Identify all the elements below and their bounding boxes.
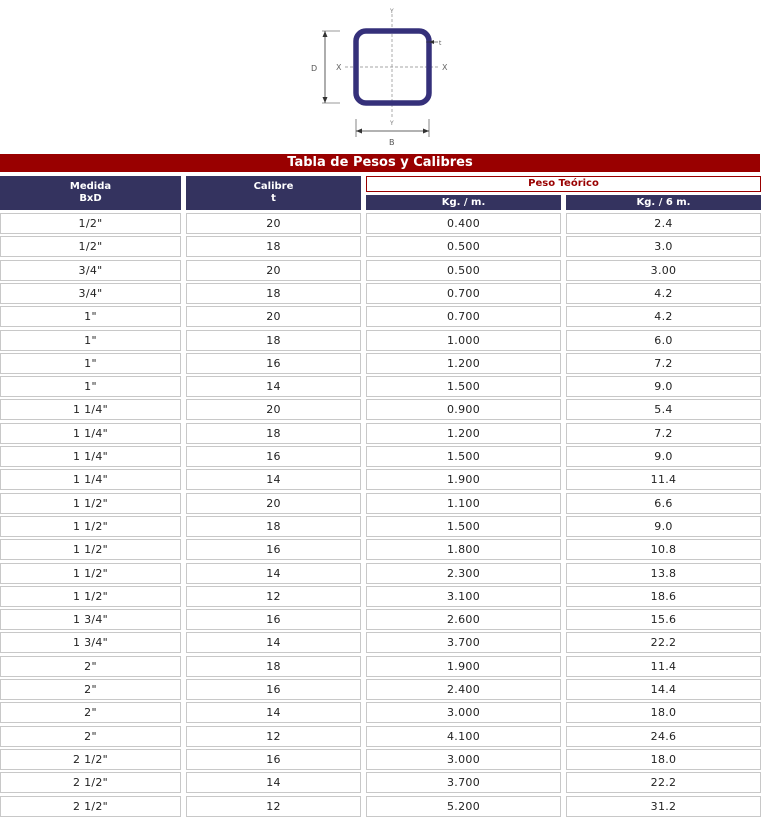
cell-kg-m: 0.500 <box>366 260 561 281</box>
cell-kg-6m: 5.4 <box>566 399 761 420</box>
cell-medida: 1 1/4" <box>0 446 181 467</box>
cell-medida: 1" <box>0 353 181 374</box>
cell-medida: 2" <box>0 679 181 700</box>
cell-medida: 1 3/4" <box>0 609 181 630</box>
cell-calibre: 18 <box>186 283 361 304</box>
cell-medida: 1" <box>0 376 181 397</box>
cell-calibre: 18 <box>186 656 361 677</box>
cell-kg-6m: 22.2 <box>566 632 761 653</box>
cell-calibre: 18 <box>186 330 361 351</box>
cell-medida: 1 1/2" <box>0 586 181 607</box>
cell-medida: 1 1/2" <box>0 516 181 537</box>
header-medida <box>0 176 181 210</box>
cell-calibre: 14 <box>186 772 361 793</box>
cell-kg-6m: 18.0 <box>566 702 761 723</box>
cell-calibre: 18 <box>186 236 361 257</box>
cell-kg-m: 3.000 <box>366 702 561 723</box>
cell-kg-6m: 3.00 <box>566 260 761 281</box>
cell-kg-m: 1.900 <box>366 656 561 677</box>
cell-kg-6m: 11.4 <box>566 656 761 677</box>
cell-calibre: 14 <box>186 702 361 723</box>
cell-kg-m: 0.700 <box>366 283 561 304</box>
cell-medida: 1" <box>0 306 181 327</box>
cell-kg-m: 0.700 <box>366 306 561 327</box>
cell-calibre: 20 <box>186 306 361 327</box>
cell-kg-m: 3.700 <box>366 632 561 653</box>
label-d: D <box>311 64 318 73</box>
cell-medida: 1 1/4" <box>0 399 181 420</box>
cell-kg-6m: 6.0 <box>566 330 761 351</box>
cell-kg-m: 1.500 <box>366 516 561 537</box>
cell-kg-6m: 4.2 <box>566 306 761 327</box>
cell-calibre: 14 <box>186 469 361 490</box>
cell-calibre: 14 <box>186 563 361 584</box>
cell-kg-6m: 9.0 <box>566 446 761 467</box>
header-medida-line2: BxD <box>79 193 102 204</box>
label-y-bottom: Y <box>390 120 394 127</box>
label-y-top: Y <box>390 8 394 15</box>
cell-medida: 1 1/2" <box>0 493 181 514</box>
cell-kg-6m: 10.8 <box>566 539 761 560</box>
cell-medida: 3/4" <box>0 260 181 281</box>
cell-kg-m: 1.800 <box>366 539 561 560</box>
cell-kg-m: 2.300 <box>366 563 561 584</box>
cell-kg-m: 4.100 <box>366 726 561 747</box>
cell-kg-6m: 6.6 <box>566 493 761 514</box>
cell-calibre: 20 <box>186 260 361 281</box>
cell-kg-m: 3.100 <box>366 586 561 607</box>
cell-calibre: 12 <box>186 796 361 817</box>
cell-calibre: 20 <box>186 399 361 420</box>
cell-calibre: 20 <box>186 493 361 514</box>
cell-medida: 3/4" <box>0 283 181 304</box>
square-tube-diagram <box>300 4 460 152</box>
cell-calibre: 16 <box>186 679 361 700</box>
cell-kg-m: 1.500 <box>366 376 561 397</box>
label-x-right: X <box>442 63 448 72</box>
cell-medida: 1 3/4" <box>0 632 181 653</box>
cell-kg-6m: 11.4 <box>566 469 761 490</box>
cell-calibre: 12 <box>186 586 361 607</box>
header-kg-6m: Kg. / 6 m. <box>566 195 761 210</box>
cell-medida: 1 1/2" <box>0 539 181 560</box>
cell-medida: 2" <box>0 726 181 747</box>
cell-kg-6m: 18.6 <box>566 586 761 607</box>
cell-calibre: 16 <box>186 539 361 560</box>
cell-kg-6m: 18.0 <box>566 749 761 770</box>
cell-medida: 1 1/4" <box>0 469 181 490</box>
header-peso-teorico: Peso Teórico <box>366 176 761 192</box>
cell-kg-6m: 13.8 <box>566 563 761 584</box>
square-tube-drawing <box>300 4 460 152</box>
header-calibre-line2: t <box>271 193 276 204</box>
cell-calibre: 18 <box>186 516 361 537</box>
header-calibre <box>186 176 361 210</box>
cell-medida: 1 1/4" <box>0 423 181 444</box>
cell-medida: 1/2" <box>0 236 181 257</box>
label-x-left: X <box>336 63 342 72</box>
cell-calibre: 14 <box>186 376 361 397</box>
label-b: B <box>389 138 395 147</box>
cell-calibre: 16 <box>186 353 361 374</box>
cell-medida: 1/2" <box>0 213 181 234</box>
cell-kg-m: 1.500 <box>366 446 561 467</box>
cell-kg-6m: 15.6 <box>566 609 761 630</box>
cell-medida: 2 1/2" <box>0 796 181 817</box>
header-kg-m: Kg. / m. <box>366 195 561 210</box>
cell-calibre: 16 <box>186 609 361 630</box>
cell-kg-m: 1.900 <box>366 469 561 490</box>
table-title: Tabla de Pesos y Calibres <box>0 154 760 172</box>
cell-calibre: 14 <box>186 632 361 653</box>
cell-kg-6m: 7.2 <box>566 423 761 444</box>
cell-calibre: 12 <box>186 726 361 747</box>
cell-kg-m: 1.100 <box>366 493 561 514</box>
cell-kg-6m: 22.2 <box>566 772 761 793</box>
cell-medida: 1" <box>0 330 181 351</box>
cell-kg-6m: 14.4 <box>566 679 761 700</box>
label-t: t <box>439 40 442 47</box>
cell-kg-6m: 9.0 <box>566 376 761 397</box>
cell-kg-6m: 9.0 <box>566 516 761 537</box>
cell-kg-m: 2.600 <box>366 609 561 630</box>
cell-kg-m: 0.500 <box>366 236 561 257</box>
cell-kg-m: 3.000 <box>366 749 561 770</box>
cell-medida: 1 1/2" <box>0 563 181 584</box>
cell-medida: 2 1/2" <box>0 772 181 793</box>
cell-calibre: 18 <box>186 423 361 444</box>
cell-medida: 2" <box>0 702 181 723</box>
cell-kg-6m: 7.2 <box>566 353 761 374</box>
cell-calibre: 16 <box>186 446 361 467</box>
cell-kg-6m: 2.4 <box>566 213 761 234</box>
cell-kg-m: 3.700 <box>366 772 561 793</box>
cell-kg-m: 1.200 <box>366 423 561 444</box>
cell-kg-6m: 4.2 <box>566 283 761 304</box>
cell-calibre: 20 <box>186 213 361 234</box>
cell-kg-6m: 3.0 <box>566 236 761 257</box>
cell-kg-m: 1.200 <box>366 353 561 374</box>
cell-kg-m: 0.400 <box>366 213 561 234</box>
header-medida-line1: Medida <box>69 181 112 192</box>
cell-kg-6m: 31.2 <box>566 796 761 817</box>
cell-kg-6m: 24.6 <box>566 726 761 747</box>
cell-kg-m: 5.200 <box>366 796 561 817</box>
header-calibre-line1: Calibre <box>253 181 294 192</box>
cell-medida: 2" <box>0 656 181 677</box>
cell-kg-m: 1.000 <box>366 330 561 351</box>
cell-kg-m: 0.900 <box>366 399 561 420</box>
cell-medida: 2 1/2" <box>0 749 181 770</box>
cell-calibre: 16 <box>186 749 361 770</box>
cell-kg-m: 2.400 <box>366 679 561 700</box>
